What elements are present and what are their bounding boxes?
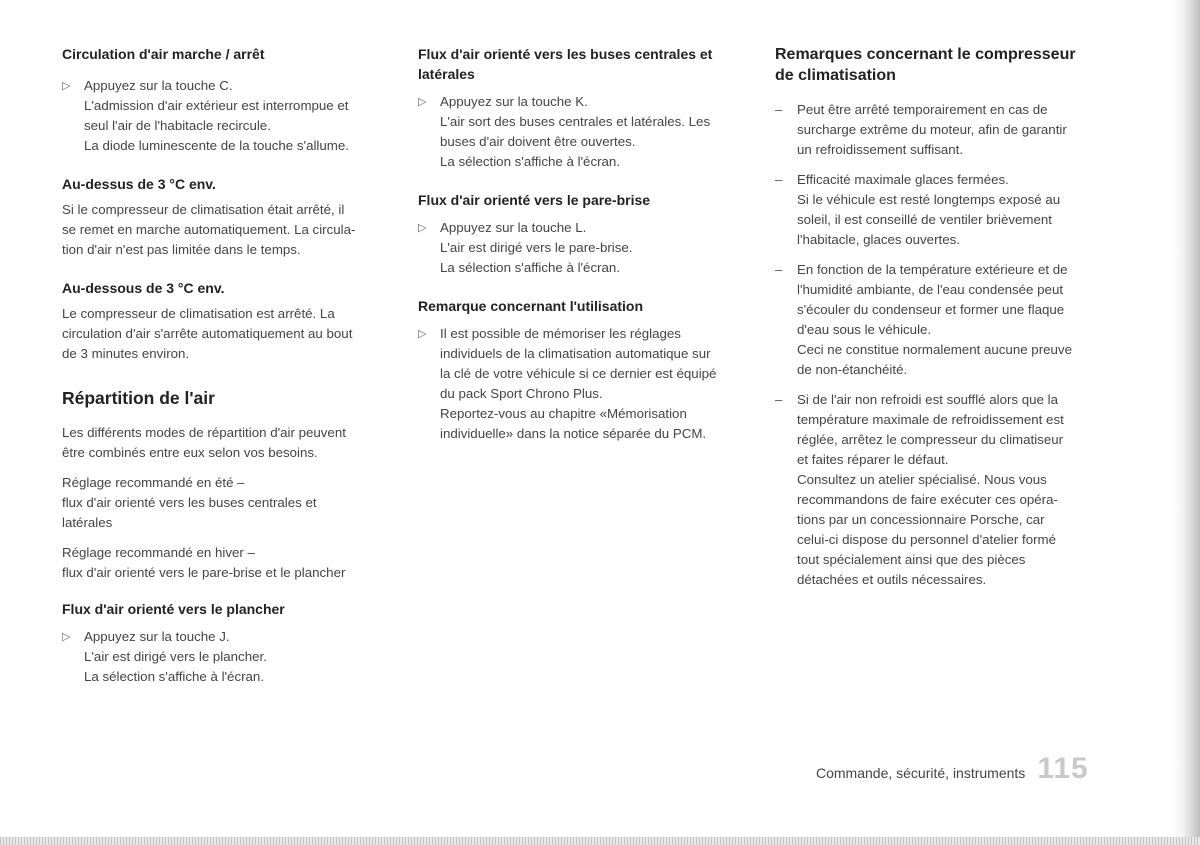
text-line: Reportez-vous au chapitre «Mémorisation — [440, 406, 687, 421]
text-line: Consultez un atelier spécialisé. Nous vous — [797, 472, 1047, 487]
arrow-marker-icon: ▷ — [418, 222, 427, 234]
text-line: température maximale de refroidissement est — [797, 412, 1064, 427]
text-line: L'admission d'air extérieur est interrompue et — [84, 98, 349, 113]
page-footer — [816, 752, 1089, 786]
page-edge-shadow — [1172, 0, 1200, 845]
text-line: La diode luminescente de la touche s'allume. — [84, 138, 349, 153]
text-line: La sélection s'affiche à l'écran. — [440, 154, 621, 169]
text-line: recommandons de faire exécuter ces opéra- — [797, 492, 1058, 507]
bullet-item — [775, 390, 1111, 590]
text-line: un refroidissement suffisant. — [797, 142, 964, 157]
heading-above-3c: Au-dessus de 3 °C env. — [62, 176, 216, 192]
text-line: l'humidité ambiante, de l'eau condensée peut — [797, 282, 1064, 297]
text-line: être combinés entre eux selon vos besoins. — [62, 445, 318, 460]
dash-bullet-icon: – — [775, 262, 783, 277]
step-item — [62, 76, 396, 156]
text-line: Si le véhicule est resté longtemps exposé au — [797, 192, 1061, 207]
step-text: Appuyez sur la touche J. — [84, 629, 230, 644]
text-line: flux d'air orienté vers le pare-brise et le plancher — [62, 565, 346, 580]
step-item — [418, 324, 754, 444]
arrow-marker-icon: ▷ — [418, 328, 427, 340]
heading-central-side-vents: Flux d'air orienté vers les buses centrales et — [418, 46, 713, 62]
heading-below-3c: Au-dessous de 3 °C env. — [62, 280, 225, 296]
heading-compressor-notes-cont: de climatisation — [775, 67, 896, 84]
text-line: latérales — [62, 515, 113, 530]
footer-section-title: Commande, sécurité, instruments — [816, 765, 1026, 781]
text-line: tions par un concessionnaire Porsche, car — [797, 512, 1045, 527]
column-right — [775, 44, 1111, 590]
text-line: seul l'air de l'habitacle recircule. — [84, 118, 271, 133]
text-line: Si de l'air non refroidi est soufflé alors que la — [797, 392, 1058, 407]
arrow-marker-icon: ▷ — [418, 96, 427, 108]
text-line: tion d'air n'est pas limitée dans le temps. — [62, 242, 301, 257]
text-line: Le compresseur de climatisation est arrêté. La — [62, 306, 335, 321]
column-middle — [418, 44, 754, 444]
text-line: Si le compresseur de climatisation était arrêté, il — [62, 202, 345, 217]
page-bottom-edge — [0, 837, 1200, 845]
page-number: 115 — [1037, 752, 1089, 785]
text-line: La sélection s'affiche à l'écran. — [84, 669, 265, 684]
text-line: de 3 minutes environ. — [62, 346, 190, 361]
text-line: celui-ci dispose du personnel d'atelier formé — [797, 532, 1057, 547]
step-item — [418, 218, 754, 278]
heading-compressor-notes: Remarques concernant le compresseur — [775, 46, 1076, 63]
text-line: circulation d'air s'arrête automatiquement au bout — [62, 326, 353, 341]
text-line: la clé de votre véhicule si ce dernier est équipé — [440, 366, 717, 381]
dash-bullet-icon: – — [775, 392, 783, 407]
text-line: buses d'air doivent être ouvertes. — [440, 134, 636, 149]
text-line: détachées et outils nécessaires. — [797, 572, 987, 587]
bullet-item — [775, 170, 1111, 250]
heading-air-recirculation: Circulation d'air marche / arrêt — [62, 46, 265, 62]
text-line: En fonction de la température extérieure et de — [797, 262, 1068, 277]
text-line: de non-étanchéité. — [797, 362, 908, 377]
text-line: Les différents modes de répartition d'air peuvent — [62, 425, 346, 440]
dash-bullet-icon: – — [775, 172, 783, 187]
text-line: et faites réparer le défaut. — [797, 452, 949, 467]
heading-floor-airflow: Flux d'air orienté vers le plancher — [62, 601, 285, 617]
text-line: individuelle» dans la notice séparée du PCM. — [440, 426, 707, 441]
text-line: réglée, arrêtez le compresseur du climatiseur — [797, 432, 1064, 447]
text-line: L'air est dirigé vers le plancher. — [84, 649, 267, 664]
text-line: L'air sort des buses centrales et latérales. Les — [440, 114, 711, 129]
step-text: Appuyez sur la touche L. — [440, 220, 587, 235]
text-line: surcharge extrême du moteur, afin de garantir — [797, 122, 1067, 137]
text-line: Réglage recommandé en hiver – — [62, 545, 255, 560]
text-line: Efficacité maximale glaces fermées. — [797, 172, 1009, 187]
text-line: individuels de la climatisation automatique sur — [440, 346, 711, 361]
text-line: l'habitacle, glaces ouvertes. — [797, 232, 960, 247]
heading-central-side-vents-cont: latérales — [418, 66, 475, 82]
bullet-item — [775, 260, 1111, 380]
text-line: L'air est dirigé vers le pare-brise. — [440, 240, 633, 255]
text-line: tout spécialement ainsi que des pièces — [797, 552, 1026, 567]
text-line: soleil, il est conseillé de ventiler brièvement — [797, 212, 1052, 227]
step-text: Appuyez sur la touche K. — [440, 94, 588, 109]
heading-windshield-airflow: Flux d'air orienté vers le pare-brise — [418, 192, 651, 208]
heading-air-distribution: Répartition de l'air — [62, 388, 215, 408]
text-line: Réglage recommandé en été – — [62, 475, 245, 490]
text-line: flux d'air orienté vers les buses centrales et — [62, 495, 317, 510]
dash-bullet-icon: – — [775, 102, 783, 117]
step-item — [418, 92, 754, 172]
arrow-marker-icon: ▷ — [62, 80, 71, 92]
step-text: Appuyez sur la touche C. — [84, 78, 233, 93]
text-line: d'eau sous le véhicule. — [797, 322, 932, 337]
text-line: s'écouler du condenseur et former une flaque — [797, 302, 1065, 317]
step-item — [62, 627, 396, 687]
heading-usage-note: Remarque concernant l'utilisation — [418, 298, 644, 314]
text-line: Ceci ne constitue normalement aucune preuve — [797, 342, 1072, 357]
text-line: Il est possible de mémoriser les réglages — [440, 326, 681, 341]
text-line: se remet en marche automatiquement. La circula- — [62, 222, 356, 237]
column-left — [62, 44, 396, 687]
arrow-marker-icon: ▷ — [62, 631, 71, 643]
bullet-item — [775, 100, 1111, 160]
text-line: Peut être arrêté temporairement en cas de — [797, 102, 1048, 117]
text-line: La sélection s'affiche à l'écran. — [440, 260, 621, 275]
text-line: du pack Sport Chrono Plus. — [440, 386, 603, 401]
